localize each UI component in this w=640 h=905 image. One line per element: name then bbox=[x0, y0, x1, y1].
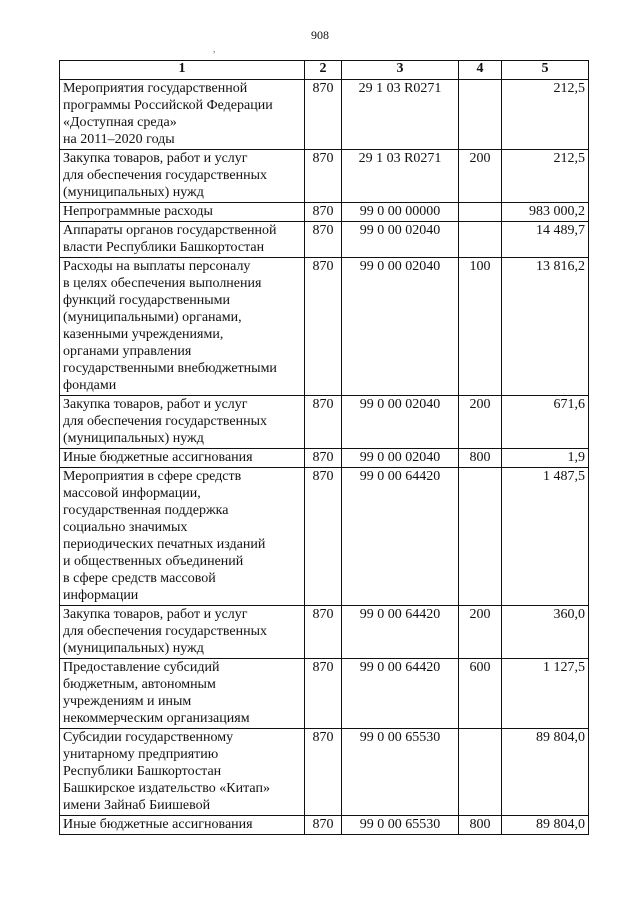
amount-cell: 89 804,0 bbox=[502, 816, 589, 835]
column-header-target: 3 bbox=[342, 61, 459, 80]
row-name-line: Аппараты органов государственной bbox=[63, 223, 277, 238]
table-header-row bbox=[60, 61, 589, 80]
row-name-line: Закупка товаров, работ и услуг bbox=[63, 397, 248, 412]
target-article-cell: 29 1 03 R0271 bbox=[342, 80, 459, 150]
expense-type-cell bbox=[459, 222, 502, 258]
row-name-line: (муниципальными) органами, bbox=[63, 310, 242, 325]
row-name-line: государственными внебюджетными bbox=[63, 361, 277, 376]
row-name-line: для обеспечения государственных bbox=[63, 414, 267, 429]
row-name-line: органами управления bbox=[63, 344, 192, 359]
row-name-line: Республики Башкортостан bbox=[63, 764, 222, 779]
expense-type-cell: 100 bbox=[459, 258, 502, 396]
table-row bbox=[60, 816, 589, 835]
target-article-cell: 29 1 03 R0271 bbox=[342, 150, 459, 203]
column-header-expense-type: 4 bbox=[459, 61, 502, 80]
row-name-line: и общественных объединений bbox=[63, 554, 244, 569]
target-article-cell: 99 0 00 02040 bbox=[342, 396, 459, 449]
target-article-cell: 99 0 00 65530 bbox=[342, 729, 459, 816]
scan-mark: , bbox=[213, 44, 216, 54]
row-name-line: Закупка товаров, работ и услуг bbox=[63, 151, 248, 166]
row-name-line: на 2011–2020 годы bbox=[63, 132, 175, 147]
budget-table bbox=[59, 60, 589, 835]
ministry-code-cell: 870 bbox=[305, 606, 342, 659]
ministry-code-cell: 870 bbox=[305, 468, 342, 606]
row-name-cell bbox=[60, 816, 305, 835]
table-body bbox=[60, 80, 589, 835]
ministry-code-cell: 870 bbox=[305, 203, 342, 222]
amount-cell: 1 487,5 bbox=[502, 468, 589, 606]
row-name-cell bbox=[60, 468, 305, 606]
row-name-cell bbox=[60, 222, 305, 258]
ministry-code-cell: 870 bbox=[305, 816, 342, 835]
table-row bbox=[60, 468, 589, 606]
row-name-line: Башкирское издательство «Китап» bbox=[63, 781, 270, 796]
row-name-line: в сфере средств массовой bbox=[63, 571, 216, 586]
row-name-line: программы Российской Федерации bbox=[63, 98, 273, 113]
amount-cell: 13 816,2 bbox=[502, 258, 589, 396]
table-row bbox=[60, 729, 589, 816]
table-row bbox=[60, 659, 589, 729]
target-article-cell: 99 0 00 65530 bbox=[342, 816, 459, 835]
amount-cell: 212,5 bbox=[502, 150, 589, 203]
row-name-line: Предоставление субсидий bbox=[63, 660, 220, 675]
row-name-line: в целях обеспечения выполнения bbox=[63, 276, 262, 291]
target-article-cell: 99 0 00 02040 bbox=[342, 258, 459, 396]
expense-type-cell: 200 bbox=[459, 606, 502, 659]
row-name-line: имени Зайнаб Биишевой bbox=[63, 798, 211, 813]
expense-type-cell bbox=[459, 203, 502, 222]
amount-cell: 14 489,7 bbox=[502, 222, 589, 258]
amount-cell: 671,6 bbox=[502, 396, 589, 449]
table-row bbox=[60, 449, 589, 468]
target-article-cell: 99 0 00 64420 bbox=[342, 659, 459, 729]
ministry-code-cell: 870 bbox=[305, 150, 342, 203]
row-name-line: Непрограммные расходы bbox=[63, 204, 213, 219]
row-name-cell bbox=[60, 80, 305, 150]
ministry-code-cell: 870 bbox=[305, 396, 342, 449]
table-row bbox=[60, 80, 589, 150]
row-name-cell bbox=[60, 606, 305, 659]
page-number: 908 bbox=[311, 28, 329, 42]
column-header-name: 1 bbox=[60, 61, 305, 80]
row-name-line: Субсидии государственному bbox=[63, 730, 234, 745]
table-row bbox=[60, 606, 589, 659]
target-article-cell: 99 0 00 64420 bbox=[342, 606, 459, 659]
row-name-cell bbox=[60, 258, 305, 396]
row-name-line: бюджетным, автономным bbox=[63, 677, 216, 692]
row-name-line: фондами bbox=[63, 378, 117, 393]
expense-type-cell: 200 bbox=[459, 396, 502, 449]
table-row bbox=[60, 258, 589, 396]
row-name-cell bbox=[60, 729, 305, 816]
expense-type-cell bbox=[459, 729, 502, 816]
row-name-line: периодических печатных изданий bbox=[63, 537, 266, 552]
row-name-line: Закупка товаров, работ и услуг bbox=[63, 607, 248, 622]
row-name-line: «Доступная среда» bbox=[63, 115, 177, 130]
row-name-line: казенными учреждениями, bbox=[63, 327, 224, 342]
amount-cell: 212,5 bbox=[502, 80, 589, 150]
row-name-line: функций государственными bbox=[63, 293, 231, 308]
row-name-line: (муниципальных) нужд bbox=[63, 641, 204, 656]
row-name-cell bbox=[60, 396, 305, 449]
row-name-line: Мероприятия в сфере средств bbox=[63, 469, 242, 484]
amount-cell: 89 804,0 bbox=[502, 729, 589, 816]
table-row bbox=[60, 203, 589, 222]
row-name-line: власти Республики Башкортостан bbox=[63, 240, 265, 255]
ministry-code-cell: 870 bbox=[305, 80, 342, 150]
expense-type-cell: 800 bbox=[459, 816, 502, 835]
row-name-line: Иные бюджетные ассигнования bbox=[63, 450, 253, 465]
row-name-line: унитарному предприятию bbox=[63, 747, 219, 762]
row-name-line: для обеспечения государственных bbox=[63, 168, 267, 183]
column-header-amount: 5 bbox=[502, 61, 589, 80]
table-row bbox=[60, 150, 589, 203]
row-name-line: Расходы на выплаты персоналу bbox=[63, 259, 251, 274]
row-name-line: (муниципальных) нужд bbox=[63, 185, 204, 200]
ministry-code-cell: 870 bbox=[305, 449, 342, 468]
ministry-code-cell: 870 bbox=[305, 659, 342, 729]
amount-cell: 983 000,2 bbox=[502, 203, 589, 222]
row-name-line: (муниципальных) нужд bbox=[63, 431, 204, 446]
table-row bbox=[60, 396, 589, 449]
row-name-line: социально значимых bbox=[63, 520, 188, 535]
expense-type-cell bbox=[459, 80, 502, 150]
row-name-line: учреждениям и иным bbox=[63, 694, 192, 709]
amount-cell: 1,9 bbox=[502, 449, 589, 468]
target-article-cell: 99 0 00 02040 bbox=[342, 449, 459, 468]
ministry-code-cell: 870 bbox=[305, 222, 342, 258]
column-header-ministry: 2 bbox=[305, 61, 342, 80]
expense-type-cell: 600 bbox=[459, 659, 502, 729]
expense-type-cell: 800 bbox=[459, 449, 502, 468]
expense-type-cell: 200 bbox=[459, 150, 502, 203]
row-name-line: Иные бюджетные ассигнования bbox=[63, 817, 253, 832]
target-article-cell: 99 0 00 64420 bbox=[342, 468, 459, 606]
row-name-line: для обеспечения государственных bbox=[63, 624, 267, 639]
row-name-line: Мероприятия государственной bbox=[63, 81, 248, 96]
amount-cell: 360,0 bbox=[502, 606, 589, 659]
target-article-cell: 99 0 00 00000 bbox=[342, 203, 459, 222]
row-name-line: массовой информации, bbox=[63, 486, 201, 501]
row-name-cell bbox=[60, 449, 305, 468]
row-name-line: некоммерческим организациям bbox=[63, 711, 250, 726]
table-row bbox=[60, 222, 589, 258]
ministry-code-cell: 870 bbox=[305, 258, 342, 396]
row-name-cell bbox=[60, 150, 305, 203]
ministry-code-cell: 870 bbox=[305, 729, 342, 816]
row-name-cell bbox=[60, 659, 305, 729]
row-name-cell bbox=[60, 203, 305, 222]
row-name-line: информации bbox=[63, 588, 139, 603]
amount-cell: 1 127,5 bbox=[502, 659, 589, 729]
target-article-cell: 99 0 00 02040 bbox=[342, 222, 459, 258]
row-name-line: государственная поддержка bbox=[63, 503, 229, 518]
expense-type-cell bbox=[459, 468, 502, 606]
